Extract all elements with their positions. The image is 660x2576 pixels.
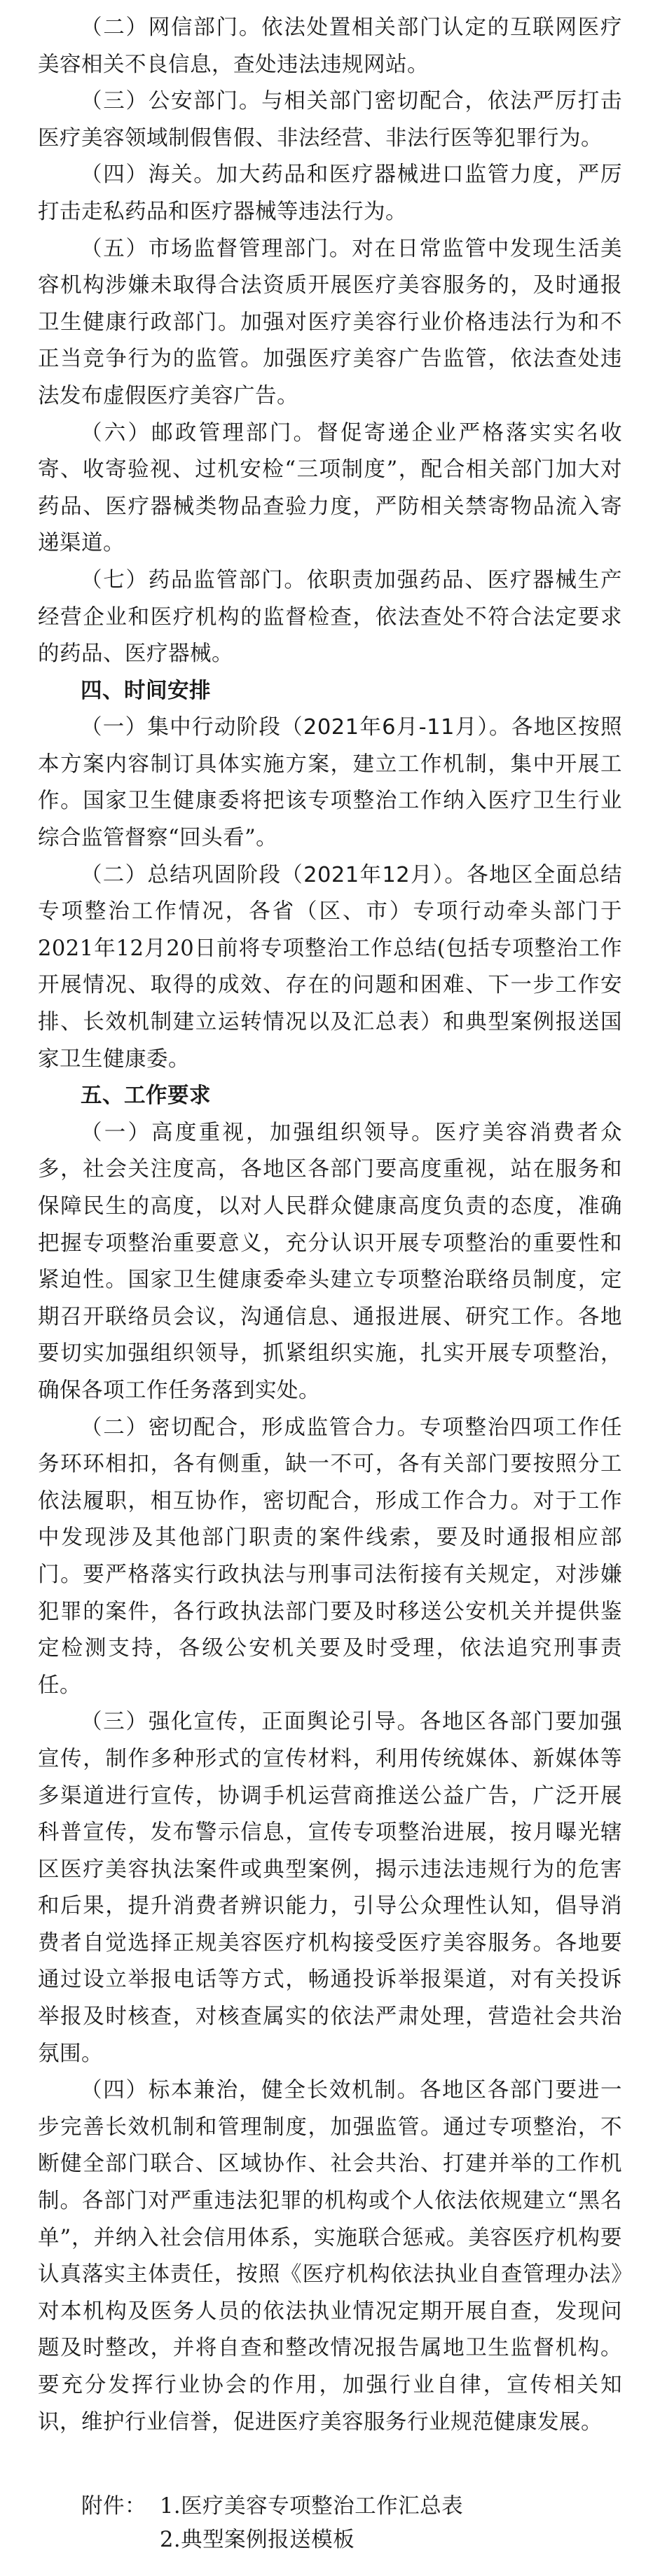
paragraph-text: 依法处置相关部门认定的互联网医疗美容相关不良信息，查处违法违规网站。 — [38, 15, 623, 77]
attachments-block — [38, 2490, 622, 2557]
paragraph-stage-summary — [38, 857, 622, 1079]
paragraph-drug-regulation — [38, 562, 622, 673]
paragraph-stage-action — [38, 709, 622, 857]
paragraph-lead: （五）市场监督管理部门。 — [81, 236, 352, 261]
paragraph-text: 加大药品和医疗器械进口监管力度，严厉打击走私药品和医疗器械等违法行为。 — [38, 162, 623, 224]
paragraph-text: 依职责加强药品、医疗器械生产经营企业和医疗机构的监督检查，依法查处不符合法定要求的药品、医疗器械。 — [38, 567, 622, 667]
paragraph-requirement-cooperation — [38, 1410, 622, 1705]
paragraph-lead: （一）集中行动阶段（2021年6月-11月）。 — [81, 715, 511, 740]
paragraph-lead: （七）药品监管部门。 — [81, 567, 307, 593]
paragraph-text: 各地区全面总结专项整治工作情况，各省（区、市）专项行动牵头部门于2021年12月20日前将专项整治工作总结(包括专项整治工作开展情况、取得的成效、存在的问题和困难、下一步工作安排、长效机制建立运转情况以及汇总表）和典型案例报送国家卫生健康委。 — [38, 862, 622, 1072]
paragraph-text: 各地区按照本方案内容制订具体实施方案，建立工作机制，集中开展工作。国家卫生健康委将把该专项整治工作纳入医疗卫生行业综合监管督察“回头看”。 — [38, 715, 623, 851]
paragraph-postal-dept — [38, 415, 622, 562]
paragraph-lead: （一）高度重视，加强组织领导。 — [81, 1120, 435, 1145]
paragraph-lead: （二）总结巩固阶段（2021年12月）。 — [81, 862, 467, 887]
paragraph-customs — [38, 157, 622, 230]
paragraph-police-dept — [38, 83, 622, 157]
paragraph-lead: （三）公安部门。 — [81, 89, 262, 114]
paragraph-lead: （六）邮政管理部门。 — [81, 420, 317, 445]
attachment-line — [81, 2523, 622, 2557]
paragraph-lead: （二）密切配合，形成监管合力。 — [81, 1415, 420, 1440]
paragraph-text: 与相关部门密切配合，依法严厉打击医疗美容领域制假售假、非法经营、非法行医等犯罪行为。 — [38, 89, 623, 151]
paragraph-lead: （二）网信部门。 — [81, 15, 262, 40]
paragraph-text: 督促寄递企业严格落实实名收寄、收寄验视、过机安检“三项制度”，配合相关部门加大对药品、医疗器械类物品查验力度，严防相关禁寄物品流入寄递渠道。 — [38, 420, 623, 556]
attachment-item: 2.典型案例报送模板 — [160, 2528, 355, 2553]
paragraph-requirement-long-term — [38, 2072, 622, 2441]
paragraph-requirement-publicity — [38, 1704, 622, 2072]
paragraph-text: 医疗美容消费者众多，社会关注度高，各地区各部门要高度重视，站在服务和保障民生的高度，以对人民群众健康高度负责的态度，准确把握专项整治重要意义，充分认识开展专项整治的重要性和紧迫性。国家卫生健康委牵头建立专项整治联络员制度，定期召开联络员会议，沟通信息、通报进展、研究工作。各地要切实加强组织领导，抓紧组织实施，扎实开展专项整治，确保各项工作任务落到实处。 — [38, 1120, 623, 1403]
attachment-item: 1.医疗美容专项整治工作汇总表 — [160, 2494, 464, 2519]
paragraph-lead: （四）标本兼治，健全长效机制。 — [81, 2078, 420, 2103]
paragraph-text: 各地区各部门要加强宣传，制作多种形式的宣传材料，利用传统媒体、新媒体等多渠道进行宣传，协调手机运营商推送公益广告，广泛开展科普宣传，发布警示信息，宣传专项整治进展，按月曝光辖区医疗美容执法案件或典型案例，揭示违法违规行为的危害和后果，提升消费者辨识能力，引导公众理性认知，倡导消费者自觉选择正规美容医疗机构接受医疗美容服务。各地要通过设立举报电话等方式，畅通投诉举报渠道，对有关投诉举报及时核查，对核查属实的依法严肃处理，营造社会共治氛围。 — [38, 1710, 623, 2066]
attachment-line — [81, 2490, 622, 2523]
paragraph-lead: （三）强化宣传，正面舆论引导。 — [81, 1710, 420, 1735]
section-heading-schedule: 四、时间安排 — [81, 678, 211, 703]
paragraph-text: 对在日常监管中发现生活美容机构涉嫌未取得合法资质开展医疗美容服务的，及时通报卫生健康行政部门。加强对医疗美容行业价格违法行为和不正当竞争行为的监管。加强医疗美容广告监管，依法查处违法发布虚假医疗美容广告。 — [38, 236, 623, 408]
paragraph-internet-dept — [38, 10, 622, 83]
paragraph-market-supervision — [38, 231, 622, 415]
paragraph-lead: （四）海关。 — [81, 162, 216, 188]
attachments-label: 附件： — [81, 2494, 146, 2519]
paragraph-text: 各地区各部门要进一步完善长效机制和管理制度，加强监管。通过专项整治，不断健全部门联合、区域协作、社会共治、打建并举的工作机制。各部门对严重违法犯罪的机构或个人依法依规建立“黑名单”，并纳入社会信用体系，实施联合惩戒。美容医疗机构要认真落实主体责任，按照《医疗机构依法执业自查管理办法》对本机构及医务人员的依法执业情况定期开展自查，发现问题及时整改，并将自查和整改情况报告属地卫生监督机构。要充分发挥行业协会的作用，加强行业自律，宣传相关知识，维护行业信誉，促进医疗美容服务行业规范健康发展。 — [38, 2078, 623, 2435]
section-heading-requirements: 五、工作要求 — [81, 1083, 211, 1109]
paragraph-text: 专项整治四项工作任务环环相扣，各有侧重，缺一不可，各有关部门要按照分工依法履职，相互协作，密切配合，形成工作合力。对于工作中发现涉及其他部门职责的案件线索，要及时通报相应部门。要严格落实行政执法与刑事司法衔接有关规定，对涉嫌犯罪的案件，各行政执法部门要及时移送公安机关并提供鉴定检测支持，各级公安机关要及时受理，依法追究刑事责任。 — [38, 1415, 623, 1698]
paragraph-requirement-organization — [38, 1115, 622, 1410]
